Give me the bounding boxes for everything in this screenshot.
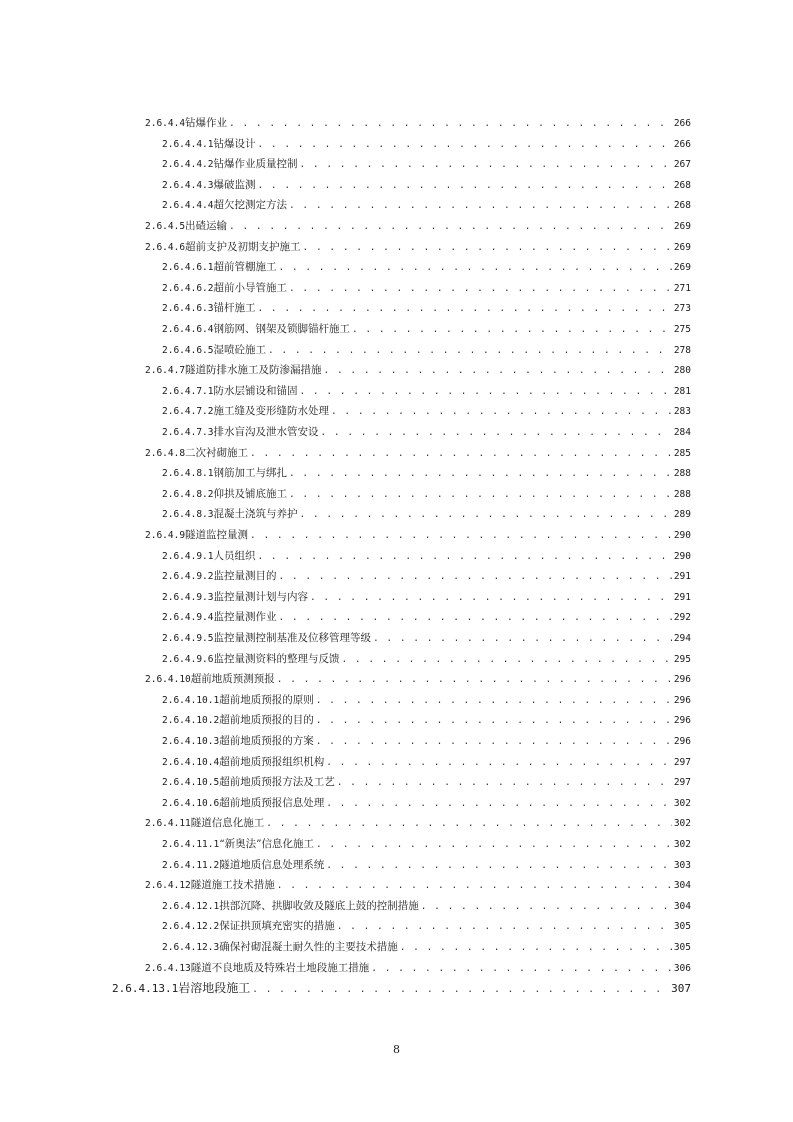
- toc-entry-number: 2.6.4.10.4: [162, 757, 220, 768]
- toc-entry-title: 钢筋网、钢架及锁脚锚杆施工: [213, 323, 350, 335]
- toc-entry[interactable]: [145, 443, 691, 463]
- toc-entry-title: 隧道信息化施工: [190, 817, 265, 829]
- toc-entry[interactable]: [162, 175, 691, 195]
- toc-entry-number: 2.6.4.10.1: [162, 695, 220, 706]
- toc-entry[interactable]: [145, 113, 691, 133]
- toc-entry[interactable]: [162, 896, 691, 916]
- toc-dot-leader: [229, 114, 672, 134]
- toc-entry-number: 2.6.4.9: [145, 530, 186, 541]
- toc-entry-title: 超前地质预报的方案: [219, 735, 314, 747]
- toc-entry-page: 268: [673, 200, 691, 211]
- toc-dot-leader: [278, 258, 671, 278]
- toc-entry-title: 超前地质预报信息处理: [219, 797, 325, 809]
- toc-dot-leader: [337, 917, 672, 937]
- toc-entry-number: 2.6.4.6.5: [162, 345, 214, 356]
- toc-entry[interactable]: [162, 381, 691, 401]
- toc-entry[interactable]: [162, 195, 691, 215]
- toc-dot-leader: [257, 299, 671, 319]
- toc-entry[interactable]: [162, 484, 691, 504]
- toc-dot-leader: [337, 773, 672, 793]
- toc-entry-title: 锚杆施工: [213, 302, 256, 314]
- toc-entry-page: 271: [673, 283, 691, 294]
- toc-entry[interactable]: [145, 875, 691, 895]
- toc-dot-leader: [289, 485, 672, 505]
- page-number: 8: [393, 1043, 400, 1056]
- toc-entry[interactable]: [162, 587, 691, 607]
- toc-entry-number: 2.6.4.13.1: [112, 982, 179, 995]
- toc-entry-page: 302: [673, 798, 691, 809]
- toc-entry[interactable]: [162, 546, 691, 566]
- toc-entry-page: 267: [673, 159, 691, 170]
- toc-entry[interactable]: [162, 731, 691, 751]
- toc-dot-leader: [299, 155, 671, 175]
- toc-entry-title: 人员组织: [213, 550, 256, 562]
- toc-entry-page: 289: [673, 509, 691, 520]
- toc-dot-leader: [289, 464, 672, 484]
- toc-entry-page: 302: [673, 839, 691, 850]
- toc-entry-number: 2.6.4.11: [145, 818, 191, 829]
- toc-entry-number: 2.6.4.9.3: [162, 592, 214, 603]
- toc-entry[interactable]: [162, 278, 691, 298]
- toc-entry-title: 防水层铺设和锚固: [213, 385, 298, 397]
- toc-dot-leader: [277, 876, 672, 896]
- toc-entry[interactable]: [112, 978, 691, 998]
- toc-entry-title: 超前支护及初期支护施工: [185, 241, 301, 253]
- toc-dot-leader: [326, 856, 672, 876]
- toc-entry-page: 306: [673, 963, 691, 974]
- toc-dot-leader: [252, 980, 669, 1000]
- toc-entry-page: 266: [673, 118, 691, 129]
- toc-entry-title: 钻爆设计: [213, 138, 256, 150]
- toc-entry[interactable]: [162, 752, 691, 772]
- toc-entry-page: 290: [673, 551, 691, 562]
- toc-dot-leader: [266, 814, 672, 834]
- toc-entry-page: 288: [673, 468, 691, 479]
- toc-entry-page: 296: [673, 736, 691, 747]
- toc-dot-leader: [310, 588, 672, 608]
- toc-entry-page: 291: [673, 592, 691, 603]
- toc-dot-leader: [257, 176, 671, 196]
- toc-entry[interactable]: [162, 463, 691, 483]
- toc-entry-number: 2.6.4.8.1: [162, 468, 214, 479]
- toc-entry-number: 2.6.4.9.6: [162, 654, 214, 665]
- toc-entry-page: 305: [673, 921, 691, 932]
- toc-dot-leader: [289, 279, 672, 299]
- toc-entry-number: 2.6.4.9.2: [162, 571, 214, 582]
- toc-entry-page: 302: [673, 818, 691, 829]
- toc-entry-page: 288: [673, 489, 691, 500]
- toc-entry[interactable]: [162, 340, 691, 360]
- toc-entry-page: 269: [673, 242, 691, 253]
- toc-dot-leader: [257, 135, 671, 155]
- toc-dot-leader: [289, 196, 672, 216]
- toc-entry-page: 285: [673, 448, 691, 459]
- toc-entry-page: 278: [673, 345, 691, 356]
- toc-entry[interactable]: [145, 813, 691, 833]
- toc-entry-number: 2.6.4.13: [145, 963, 191, 974]
- toc-entry-page: 268: [673, 180, 691, 191]
- toc-entry-title: 超前管棚施工: [213, 261, 277, 273]
- toc-entry[interactable]: [145, 216, 691, 236]
- toc-entry-page: 266: [673, 139, 691, 150]
- toc-dot-leader: [341, 650, 671, 670]
- toc-dot-leader: [331, 402, 672, 422]
- toc-dot-leader: [257, 547, 671, 567]
- toc-entry-number: 2.6.4.6.2: [162, 283, 214, 294]
- toc-entry[interactable]: [162, 319, 691, 339]
- toc-entry[interactable]: [162, 298, 691, 318]
- toc-entry-title: 湿喷砼施工: [213, 344, 266, 356]
- toc-entry-page: 296: [673, 674, 691, 685]
- toc-entry[interactable]: [162, 566, 691, 586]
- toc-entry-number: 2.6.4.10.6: [162, 798, 220, 809]
- toc-entry[interactable]: [162, 855, 691, 875]
- toc-entry-page: 275: [673, 324, 691, 335]
- toc-entry-page: 296: [673, 695, 691, 706]
- toc-entry-page: 291: [673, 571, 691, 582]
- toc-dot-leader: [316, 835, 672, 855]
- toc-entry-page: 304: [673, 880, 691, 891]
- toc-entry-number: 2.6.4.5: [145, 221, 186, 232]
- toc-entry-number: 2.6.4.11.2: [162, 860, 220, 871]
- toc-entry-page: 290: [673, 530, 691, 541]
- toc-entry[interactable]: [162, 834, 691, 854]
- toc-entry-number: 2.6.4.4.4: [162, 200, 214, 211]
- toc-entry[interactable]: [145, 360, 691, 380]
- toc-entry-title: 钢筋加工与绑扎: [213, 467, 287, 479]
- toc-dot-leader: [326, 753, 672, 773]
- toc-entry-title: 确保衬砌混凝土耐久性的主要技术措施: [219, 941, 398, 953]
- toc-dot-leader: [299, 382, 671, 402]
- toc-entry-title: 拱部沉降、拱脚收敛及隧底上鼓的控制措施: [219, 900, 419, 912]
- toc-dot-leader: [278, 567, 671, 587]
- toc-dot-leader: [229, 217, 672, 237]
- toc-dot-leader: [250, 526, 672, 546]
- toc-entry[interactable]: [162, 937, 691, 957]
- toc-entry-title: 爆破监测: [213, 179, 256, 191]
- toc-dot-leader: [303, 238, 672, 258]
- toc-entry-page: 269: [673, 262, 691, 273]
- toc-entry-title: 隧道监控量测: [185, 529, 249, 541]
- toc-dot-leader: [326, 794, 672, 814]
- toc-entry[interactable]: [162, 154, 691, 174]
- toc-entry[interactable]: [145, 669, 691, 689]
- toc-dot-leader: [400, 938, 672, 958]
- toc-entry-page: 292: [673, 612, 691, 623]
- toc-entry-title: 超前地质预测预报: [190, 673, 275, 685]
- toc-dot-leader: [421, 897, 672, 917]
- toc-entry-page: 269: [673, 221, 691, 232]
- toc-entry-page: 295: [673, 654, 691, 665]
- toc-entry[interactable]: [162, 134, 691, 154]
- toc-entry-number: 2.6.4.7.3: [162, 427, 214, 438]
- toc-entry-number: 2.6.4.8.2: [162, 489, 214, 500]
- toc-entry-number: 2.6.4.12.1: [162, 901, 220, 912]
- toc-entry[interactable]: [162, 690, 691, 710]
- toc-entry-title: 混凝土浇筑与养护: [213, 508, 298, 520]
- toc-entry[interactable]: [162, 504, 691, 524]
- toc-entry[interactable]: [162, 772, 691, 792]
- toc-entry-title: 钻爆作业质量控制: [213, 158, 298, 170]
- toc-entry-number: 2.6.4.6: [145, 242, 186, 253]
- toc-dot-leader: [352, 320, 672, 340]
- toc-entry-page: 305: [673, 942, 691, 953]
- toc-entry-title: 出碴运输: [185, 220, 228, 232]
- toc-entry-title: 隧道地质信息处理系统: [219, 859, 325, 871]
- toc-entry-number: 2.6.4.9.4: [162, 612, 214, 623]
- toc-entry-page: 280: [673, 365, 691, 376]
- toc-entry-title: 仰拱及铺底施工: [213, 488, 287, 500]
- toc-entry-title: 超前地质预报组织机构: [219, 756, 325, 768]
- toc-entry[interactable]: [162, 793, 691, 813]
- toc-entry-number: 2.6.4.7: [145, 365, 186, 376]
- toc-entry-number: 2.6.4.8.3: [162, 509, 214, 520]
- toc-entry-number: 2.6.4.12: [145, 880, 191, 891]
- toc-entry-title: 超前地质预报方法及工艺: [219, 776, 335, 788]
- toc-dot-leader: [316, 691, 672, 711]
- toc-entry-title: 排水盲沟及泄水管安设: [213, 426, 319, 438]
- toc-entry[interactable]: [162, 916, 691, 936]
- toc-entry[interactable]: [162, 422, 691, 442]
- toc-entry-title: 监控量测计划与内容: [213, 591, 308, 603]
- toc-entry-number: 2.6.4.4.3: [162, 180, 214, 191]
- toc-entry-title: “新奥法”信息化施工: [219, 838, 314, 850]
- toc-entry-page: 296: [673, 715, 691, 726]
- toc-entry-title: 超欠挖测定方法: [213, 199, 287, 211]
- toc-entry[interactable]: [162, 710, 691, 730]
- toc-entry[interactable]: [145, 525, 691, 545]
- toc-entry-number: 2.6.4.9.1: [162, 551, 214, 562]
- toc-entry-page: 303: [673, 860, 691, 871]
- toc-dot-leader: [278, 608, 671, 628]
- toc-entry-number: 2.6.4.6.1: [162, 262, 214, 273]
- toc-entry[interactable]: [145, 237, 691, 257]
- toc-entry[interactable]: [162, 607, 691, 627]
- toc-entry[interactable]: [162, 401, 691, 421]
- toc-entry-title: 二次衬砌施工: [185, 447, 249, 459]
- toc-entry-number: 2.6.4.4.1: [162, 139, 214, 150]
- toc-entry-number: 2.6.4.10: [145, 674, 191, 685]
- toc-entry-number: 2.6.4.10.2: [162, 715, 220, 726]
- toc-entry-number: 2.6.4.12.2: [162, 921, 220, 932]
- toc-entry-number: 2.6.4.7.1: [162, 386, 214, 397]
- toc-entry-title: 超前小导管施工: [213, 282, 287, 294]
- toc-entry-page: 304: [673, 901, 691, 912]
- toc-entry-title: 监控量测目的: [213, 570, 277, 582]
- toc-dot-leader: [316, 711, 672, 731]
- toc-entry-number: 2.6.4.4.2: [162, 159, 214, 170]
- toc-dot-leader: [277, 670, 672, 690]
- toc-entry-title: 监控量测资料的整理与反馈: [213, 653, 340, 665]
- toc-entry-page: 297: [673, 757, 691, 768]
- toc-entry-number: 2.6.4.6.3: [162, 303, 214, 314]
- toc-entry-title: 隧道施工技术措施: [190, 879, 275, 891]
- toc-entry-page: 273: [673, 303, 691, 314]
- toc-entry[interactable]: [145, 958, 691, 978]
- toc-dot-leader: [324, 361, 672, 381]
- toc-dot-leader: [299, 505, 671, 525]
- toc-entry-page: 297: [673, 777, 691, 788]
- toc-entry-number: 2.6.4.7.2: [162, 406, 214, 417]
- toc-dot-leader: [316, 732, 672, 752]
- toc-entry-number: 2.6.4.4: [145, 118, 186, 129]
- toc-entry-title: 施工缝及变形缝防水处理: [213, 405, 329, 417]
- toc-dot-leader: [373, 629, 672, 649]
- toc-entry[interactable]: [162, 257, 691, 277]
- toc-entry-number: 2.6.4.6.4: [162, 324, 214, 335]
- toc-entry-number: 2.6.4.9.5: [162, 633, 214, 644]
- toc-entry-page: 281: [673, 386, 691, 397]
- toc-dot-leader: [371, 959, 672, 979]
- toc-dot-leader: [320, 423, 671, 443]
- toc-entry-title: 隧道防排水施工及防渗漏措施: [185, 364, 322, 376]
- toc-entry-page: 284: [673, 427, 691, 438]
- toc-entry-page: 307: [671, 982, 691, 995]
- toc-entry-title: 岩溶地段施工: [178, 981, 251, 995]
- toc-entry-number: 2.6.4.11.1: [162, 839, 220, 850]
- toc-entry-title: 监控量测作业: [213, 611, 277, 623]
- toc-entry-page: 283: [673, 406, 691, 417]
- toc-entry-page: 294: [673, 633, 691, 644]
- toc-entry-title: 超前地质预报的目的: [219, 714, 314, 726]
- toc-entry-title: 保证拱顶填充密实的措施: [219, 920, 335, 932]
- toc-dot-leader: [250, 444, 672, 464]
- toc-entry-number: 2.6.4.8: [145, 448, 186, 459]
- toc-entry-number: 2.6.4.10.5: [162, 777, 220, 788]
- toc-dot-leader: [268, 341, 672, 361]
- toc-entry[interactable]: [162, 628, 691, 648]
- toc-entry-number: 2.6.4.12.3: [162, 942, 220, 953]
- toc-entry-title: 监控量测控制基准及位移管理等级: [213, 632, 371, 644]
- toc-entry-title: 超前地质预报的原则: [219, 694, 314, 706]
- toc-entry-number: 2.6.4.10.3: [162, 736, 220, 747]
- toc-entry[interactable]: [162, 649, 691, 669]
- toc-entry-title: 隧道不良地质及特殊岩土地段施工措施: [190, 962, 370, 974]
- toc-entry-title: 钻爆作业: [185, 117, 228, 129]
